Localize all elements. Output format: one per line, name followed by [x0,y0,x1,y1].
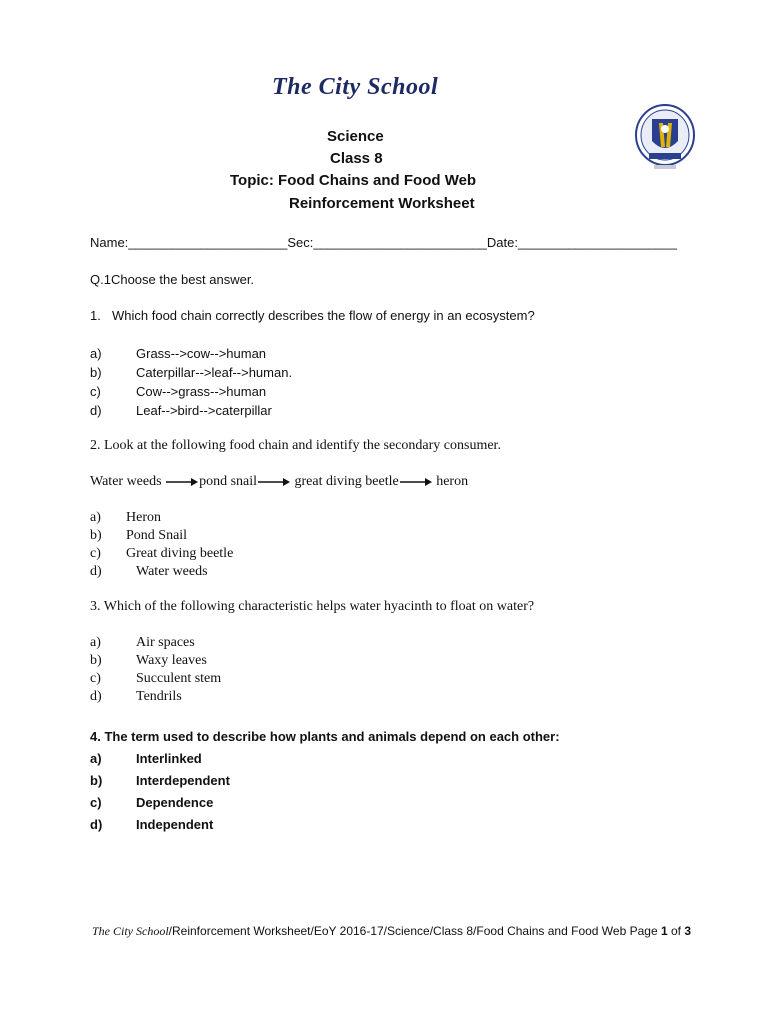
q1-option-d-text: Leaf-->bird-->caterpillar [136,403,272,418]
school-crest-icon [634,103,696,175]
instruction-text: Q.1Choose the best answer. [90,272,255,287]
q1-option-c-letter: c) [90,384,101,399]
q3-option-d-letter: d) [90,689,102,704]
page-footer [92,924,691,939]
q2-question [90,438,501,454]
student-fields-line: Name:______________________Sec:________________________Date:______________________ [90,235,678,250]
q2-number: 2 [90,438,97,453]
q4-option-b-text: Interdependent [136,773,230,788]
footer-brand: The City School [92,924,169,938]
chain-item-great-diving-beetle: great diving beetle [294,474,399,489]
school-logo-text: The City School [272,74,439,100]
chain-item-water-weeds: Water weeds [90,474,162,489]
q2-option-c-letter: c) [90,546,101,561]
subject-title: Science [327,128,384,145]
q3-option-b-letter: b) [90,653,102,668]
q3-question: 3. Which of the following characteristic helps water hyacinth to float on water? [90,599,535,614]
chain-item-heron: heron [436,474,469,489]
footer-page-total: 3 [684,924,692,938]
q4-option-b-letter: b) [90,773,103,788]
arrow-right-icon [257,477,291,487]
q1-question: Which food chain correctly describes the flow of energy in an ecosystem? [112,308,535,323]
q4-option-c-text: Dependence [136,795,214,810]
q2-option-d-text: Water weeds [136,564,208,579]
q4-question: 4. The term used to describe how plants and animals depend on each other: [90,729,560,744]
q3-option-d-text: Tendrils [136,689,182,704]
q4-option-d-letter: d) [90,817,103,832]
q3-option-c-letter: c) [90,671,101,686]
footer-path: /Reinforcement Worksheet/EoY 2016-17/Science/Class 8/Food Chains and Food Web Page [168,924,661,938]
q1-option-a-text: Grass-->cow-->human [136,346,267,361]
topic-title: Topic: Food Chains and Food Web [230,172,477,189]
q2-option-a-letter: a) [90,510,101,525]
q1-option-a-letter: a) [90,346,102,361]
q2-option-d-letter: d) [90,564,102,579]
food-chain-row [90,474,468,490]
q2-option-a-text: Heron [126,510,161,525]
q3-option-a-letter: a) [90,635,101,650]
chain-item-pond-snail: pond snail [199,474,258,489]
q1-option-b-text: Caterpillar-->leaf-->human. [136,365,293,380]
q2-option-c-text: Great diving beetle [126,546,234,561]
q1-option-c-text: Cow-->grass-->human [136,384,267,399]
q3-option-b-text: Waxy leaves [136,653,207,668]
footer-page-current: 1 [660,924,668,938]
q1-option-b-letter: b) [90,365,102,380]
footer-page-of: of [667,924,685,938]
worksheet-title: Reinforcement Worksheet [289,195,475,212]
q2-option-b-letter: b) [90,528,102,543]
q4-option-d-text: Independent [136,817,214,832]
q4-option-c-letter: c) [90,795,102,810]
arrow-right-icon [165,477,199,487]
q1-number: 1. [90,308,101,323]
q3-option-a-text: Air spaces [136,635,195,650]
class-title: Class 8 [330,150,383,167]
q2-question-text: . Look at the following food chain and identify the secondary consumer. [97,438,501,453]
q2-option-b-text: Pond Snail [126,528,188,543]
q4-option-a-text: Interlinked [136,751,202,766]
q3-option-c-text: Succulent stem [136,671,222,686]
q4-option-a-letter: a) [90,751,102,766]
q1-option-d-letter: d) [90,403,102,418]
arrow-right-icon [399,477,433,487]
